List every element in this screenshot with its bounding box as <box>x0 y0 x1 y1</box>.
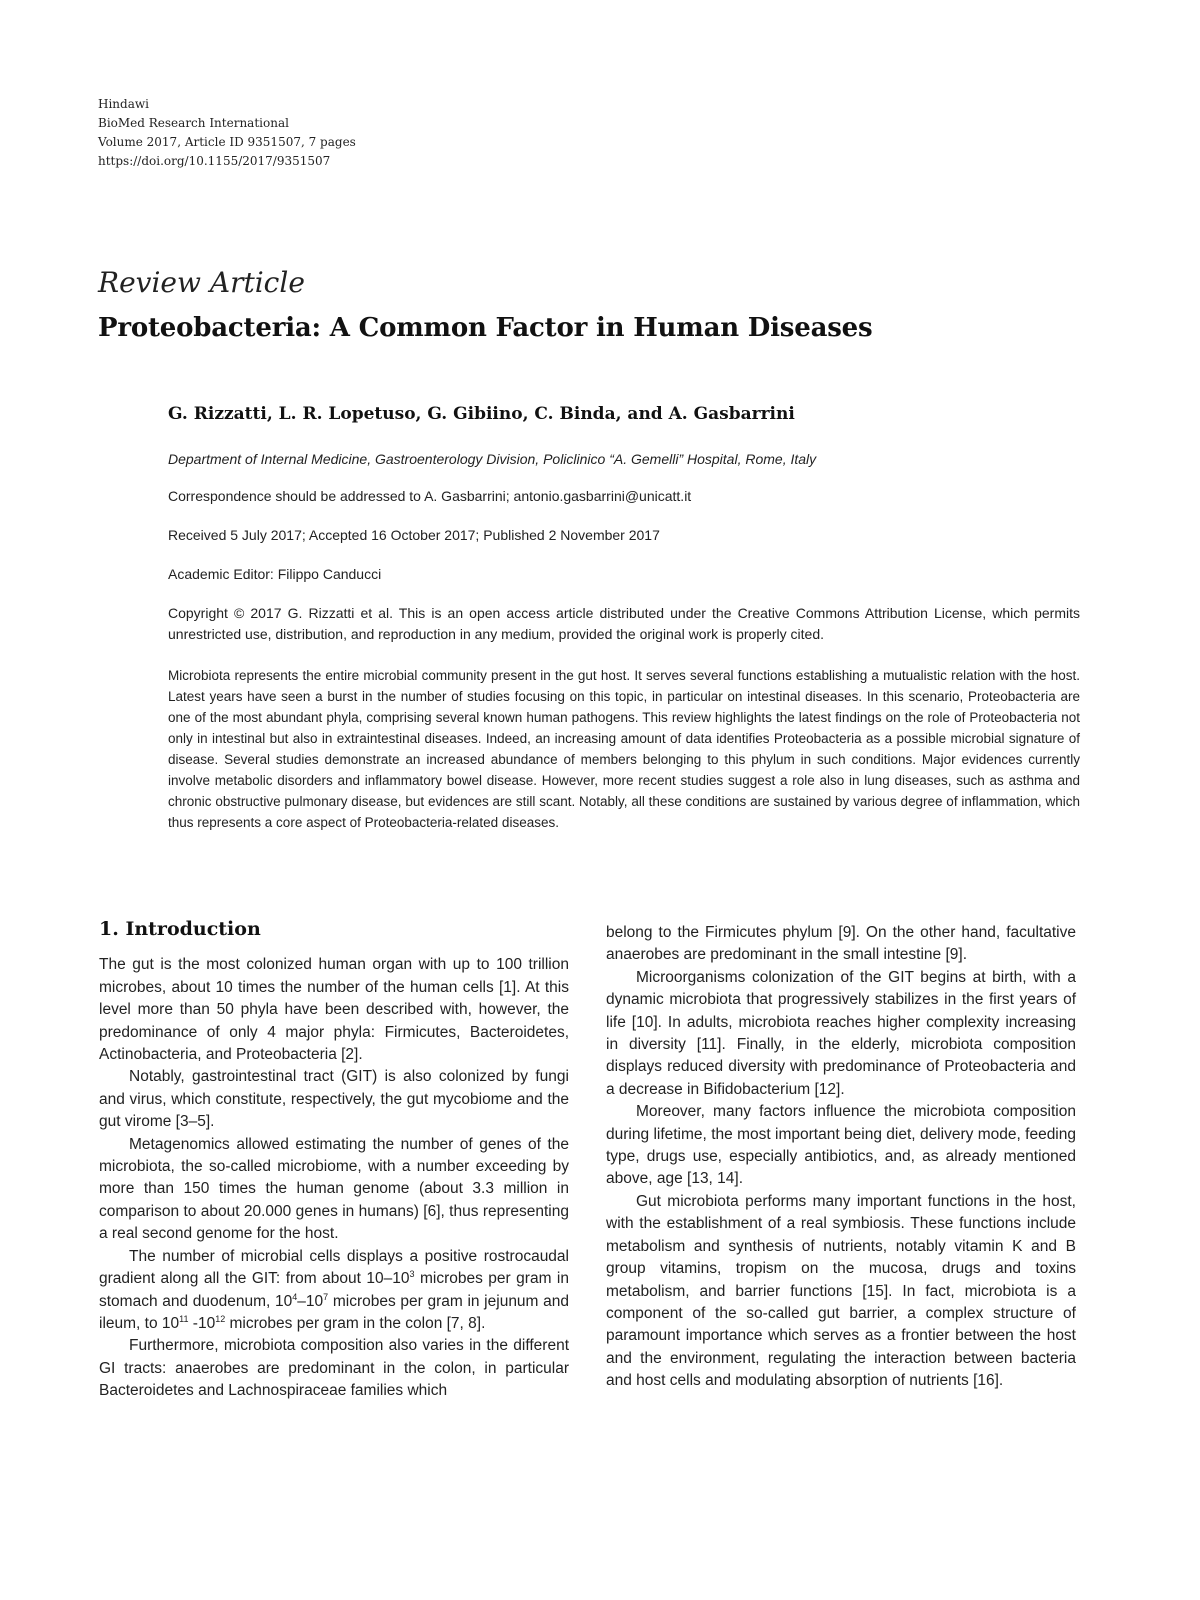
paragraph: The gut is the most colonized human organ with up to 100 trillion microbes, about 10 times the number of the human cells [1]. At this level more than 50 phyla have been described with, however, the predominance of only 4 major phyla: Firmicutes, Bacteroidetes, Actinobacteria, and Proteobacteria [2]. <box>99 956 569 1064</box>
article-type: Review Article <box>98 266 305 299</box>
text-run: –10 <box>297 1292 324 1310</box>
superscript: 4 <box>292 1291 298 1302</box>
superscript: 3 <box>409 1269 415 1280</box>
body-column-left <box>99 918 569 1403</box>
correspondence: Correspondence should be addressed to A. Gasbarrini; antonio.gasbarrini@unicatt.it <box>168 488 692 504</box>
author-list: G. Rizzatti, L. R. Lopetuso, G. Gibiino, C. Binda, and A. Gasbarrini <box>168 404 795 424</box>
text-run: microbes per gram in stomach and duodenum, 10 <box>99 1270 569 1310</box>
academic-editor: Academic Editor: Filippo Canducci <box>168 566 382 582</box>
affiliation: Department of Internal Medicine, Gastroenterology Division, Policlinico “A. Gemelli” Hospital, Rome, Italy <box>168 451 817 467</box>
journal-name: BioMed Research International <box>98 116 289 130</box>
volume-info: Volume 2017, Article ID 9351507, 7 pages <box>98 135 356 149</box>
section-heading: 1. Introduction <box>99 918 261 940</box>
paragraph: Gut microbiota performs many important functions in the host, with the establishment of a real symbiosis. These functions include metabolism and synthesis of nutrients, notably vitamin K and B group vitamins, tropism on the mucosa, drugs and toxins metabolism, and barrier functions [15]. In fact, microbiota is a component of the so-called gut barrier, a complex structure of paramount importance which serves as a frontier between the host and the environment, regulating the interaction between bacteria and host cells and modulating absorption of nutrients [16]. <box>606 1192 1076 1390</box>
paragraph: belong to the Firmicutes phylum [9]. On the other hand, facultative anaerobes are predominant in the small intestine [9]. <box>606 924 1076 964</box>
paragraph: Furthermore, microbiota composition also varies in the different GI tracts: anaerobes are predominant in the colon, in particular Bacteroidetes and Lachnospiraceae families which <box>99 1337 569 1400</box>
doi-link[interactable]: https://doi.org/10.1155/2017/9351507 <box>98 154 331 168</box>
superscript: 7 <box>323 1291 329 1302</box>
superscript: 11 <box>179 1313 189 1324</box>
paragraph: Moreover, many factors influence the microbiota composition during lifetime, the most important being diet, delivery mode, feeding type, drugs use, especially antibiotics, and, as already mentioned above, age [13, 14]. <box>606 1103 1076 1188</box>
text-run: -10 <box>188 1314 216 1332</box>
paragraph <box>99 1246 569 1336</box>
publisher-name: Hindawi <box>98 97 149 111</box>
journal-header <box>98 95 356 171</box>
superscript: 12 <box>215 1313 226 1324</box>
paragraph: Microorganisms colonization of the GIT begins at birth, with a dynamic microbiota that progressively stabilizes in the first years of life [10]. In adults, microbiota reaches higher complexity increasing in diversity [11]. Finally, in the elderly, microbiota composition displays reduced diversity with predominance of Proteobacteria and a decrease in Bifidobacterium [12]. <box>606 968 1076 1098</box>
body-column-right <box>606 922 1076 1393</box>
copyright-notice: Copyright © 2017 G. Rizzatti et al. This is an open access article distributed under the Creative Commons Attribution License, which permits unrestricted use, distribution, and reproduction in any medium, provided the original work is properly cited. <box>168 605 1080 642</box>
text-run: microbes per gram in jejunum and ileum, to 10 <box>99 1292 569 1332</box>
article-title: Proteobacteria: A Common Factor in Human Diseases <box>98 313 873 343</box>
text-run: The number of microbial cells displays a positive rostrocaudal gradient along all the GIT: from about 10–10 <box>99 1247 569 1288</box>
paragraph: Metagenomics allowed estimating the number of genes of the microbiota, the so-called microbiome, with a number exceeding by more than 150 times the human genome (about 3.3 million in comparison to about 20.000 genes in humans) [6], thus representing a real second genome for the host. <box>99 1135 569 1243</box>
text-run: microbes per gram in the colon [7, 8]. <box>225 1314 486 1332</box>
abstract: Microbiota represents the entire microbial community present in the gut host. It serves several functions establishing a mutualistic relation with the host. Latest years have seen a burst in the number of studies focusing on this topic, in particular on intestinal diseases. In this scenario, Proteobacteria are one of the most abundant phyla, comprising several known human pathogens. This review highlights the latest findings on the role of Proteobacteria not only in intestinal but also in extraintestinal diseases. Indeed, an increasing amount of data identifies Proteobacteria as a possible microbial signature of disease. Several studies demonstrate an increased abundance of members belonging to this phylum in such conditions. Major evidences currently involve metabolic disorders and inflammatory bowel disease. However, more recent studies suggest a role also in lung diseases, such as asthma and chronic obstructive pulmonary disease, but evidences are still scant. Notably, all these conditions are sustained by various degree of inflammation, which thus represents a core aspect of Proteobacteria-related diseases. <box>168 668 1080 830</box>
publication-dates: Received 5 July 2017; Accepted 16 October 2017; Published 2 November 2017 <box>168 527 660 543</box>
paragraph: Notably, gastrointestinal tract (GIT) is also colonized by fungi and virus, which constitute, respectively, the gut mycobiome and the gut virome [3–5]. <box>99 1068 569 1131</box>
